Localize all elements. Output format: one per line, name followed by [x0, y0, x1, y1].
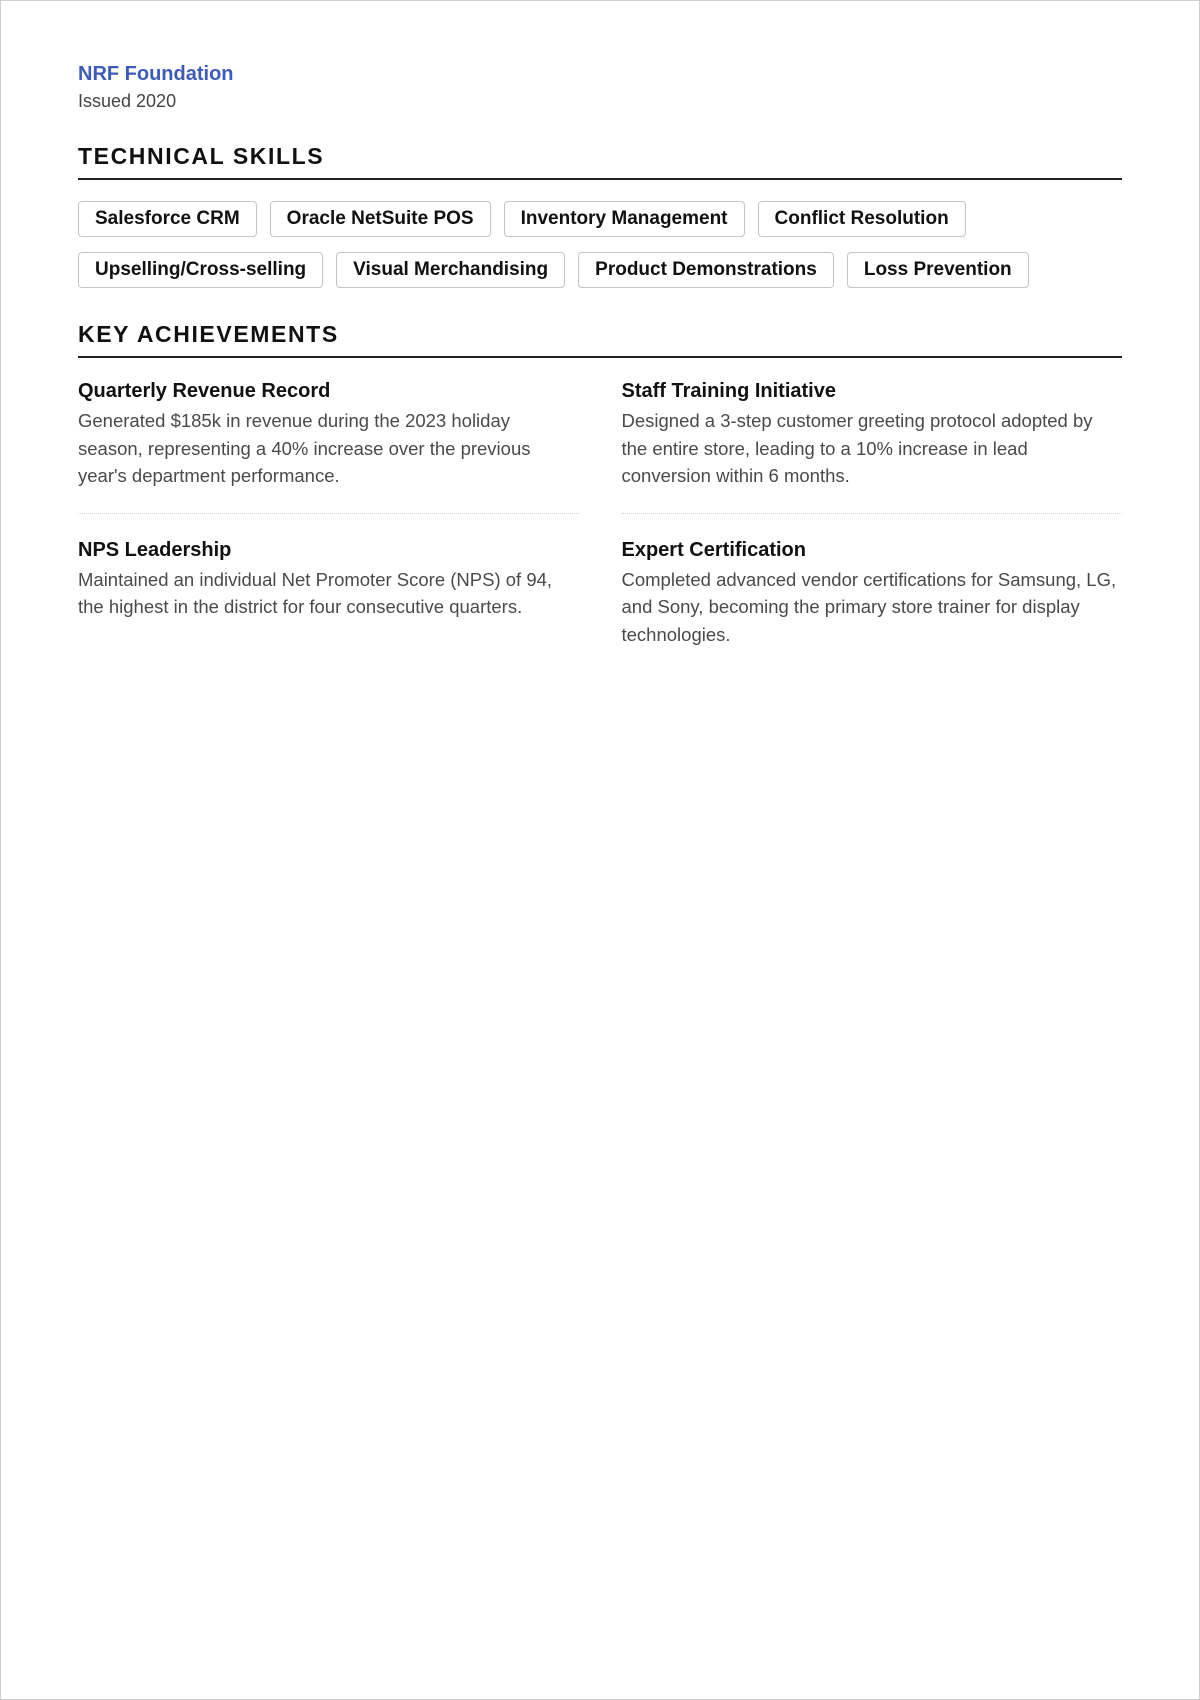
achievement-description: Designed a 3-step customer greeting protocol adopted by the entire store, leading to a 10% increase in lead conversion within 6 months. [621, 410, 1093, 486]
achievement-description: Maintained an individual Net Promoter Score (NPS) of 94, the highest in the district for four consecutive quarters. [78, 568, 553, 617]
achievement-item [78, 379, 579, 513]
skill-chip: Upselling/Cross-selling [78, 252, 323, 288]
achievement-heading: NPS Leadership [78, 538, 232, 561]
skill-chip: Product Demonstrations [578, 252, 834, 288]
achievement-heading: Staff Training Initiative [621, 380, 836, 402]
skill-chip: Oracle NetSuite POS [270, 201, 491, 237]
technical-skills-heading: TECHNICAL SKILLS [78, 143, 1122, 180]
skills-list [78, 201, 1122, 288]
achievement-item [78, 513, 579, 672]
skill-chip: Conflict Resolution [758, 201, 966, 237]
certification-issued-date: Issued 2020 [78, 91, 177, 111]
achievement-item [622, 513, 1123, 672]
achievement-heading: Quarterly Revenue Record [78, 380, 331, 402]
certification-issuer: NRF Foundation [78, 63, 234, 85]
skill-chip: Inventory Management [504, 201, 745, 237]
skill-chip: Salesforce CRM [78, 201, 257, 237]
achievement-item [622, 379, 1123, 513]
achievements-grid [78, 379, 1122, 671]
skill-chip: Visual Merchandising [336, 252, 565, 288]
key-achievements-heading: KEY ACHIEVEMENTS [78, 321, 1122, 358]
achievement-description: Completed advanced vendor certifications for Samsung, LG, and Sony, becoming the primary store trainer for display technologies. [621, 568, 1117, 645]
achievement-heading: Expert Certification [621, 538, 806, 561]
skill-chip: Loss Prevention [847, 252, 1029, 288]
achievement-description: Generated $185k in revenue during the 2023 holiday season, representing a 40% increase over the previous year's department performance. [78, 410, 531, 486]
